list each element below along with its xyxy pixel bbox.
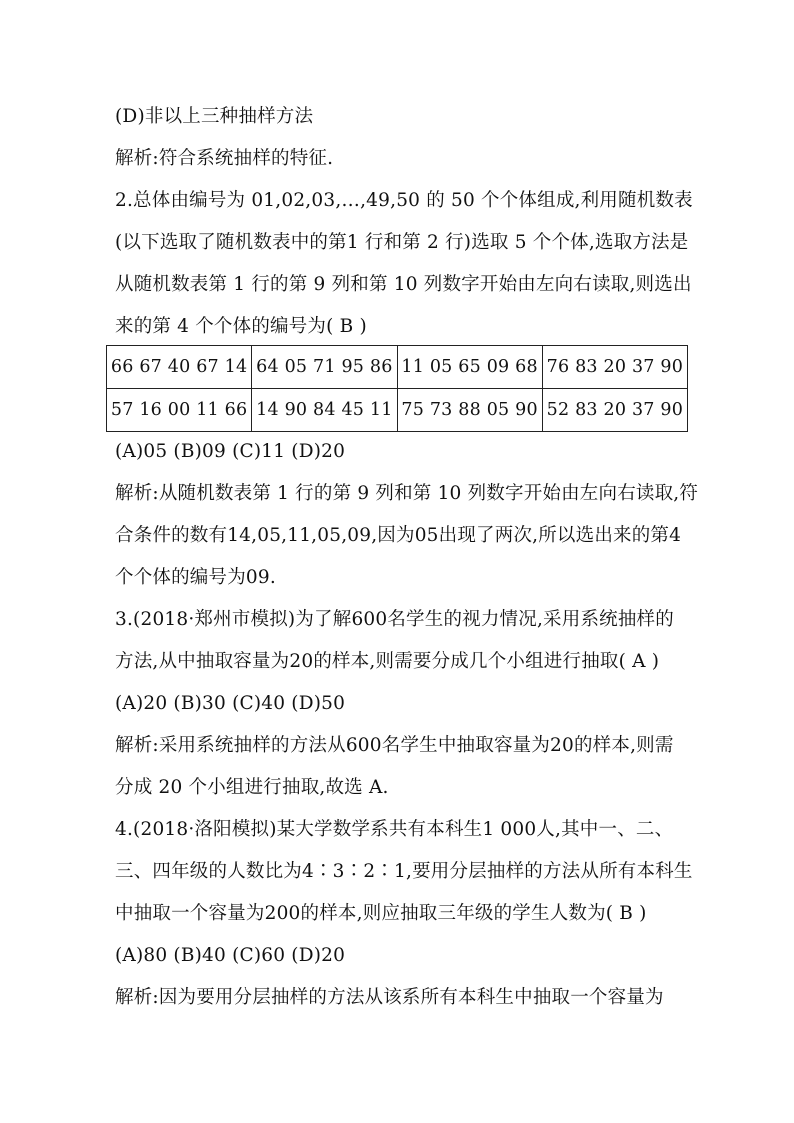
question-3-options: (A)20 (B)30 (C)40 (D)50 <box>115 693 346 714</box>
table-cell: 75 73 88 05 90 <box>397 389 542 432</box>
question-4-line-2: 三、四年级的人数比为4∶3∶2∶1,要用分层抽样的方法从所有本科生 <box>115 861 693 882</box>
question-2-line-2: (以下选取了随机数表中的第1 行和第 2 行)选取 5 个个体,选取方法是 <box>115 232 689 253</box>
analysis-3-line-2: 分成 20 个小组进行抽取,故选 A. <box>115 777 389 798</box>
analysis-4-line-1: 解析:因为要用分层抽样的方法从该系所有本科生中抽取一个容量为 <box>115 987 664 1008</box>
question-4-line-3: 中抽取一个容量为200的样本,则应抽取三年级的学生人数为( B ) <box>115 903 647 924</box>
random-number-table <box>106 345 688 432</box>
question-2-line-1: 2.总体由编号为 01,02,03,…,49,50 的 50 个个体组成,利用随机数表 <box>115 190 693 211</box>
option-d-line: (D)非以上三种抽样方法 <box>115 106 314 127</box>
analysis-2-line-1: 解析:从随机数表第 1 行的第 9 列和第 10 列数字开始由左向右读取,符 <box>115 483 699 504</box>
table-cell: 11 05 65 09 68 <box>397 346 542 389</box>
table-cell: 57 16 00 11 66 <box>107 389 252 432</box>
table-row <box>107 346 688 389</box>
table-cell: 52 83 20 37 90 <box>542 389 687 432</box>
question-4-line-1: 4.(2018·洛阳模拟)某大学数学系共有本科生1 000人,其中一、二、 <box>115 819 674 840</box>
question-3-line-2: 方法,从中抽取容量为20的样本,则需要分成几个小组进行抽取( A ) <box>115 651 660 672</box>
table-cell: 64 05 71 95 86 <box>252 346 397 389</box>
table-cell: 66 67 40 67 14 <box>107 346 252 389</box>
analysis-3-line-1: 解析:采用系统抽样的方法从600名学生中抽取容量为20的样本,则需 <box>115 735 674 756</box>
question-3-line-1: 3.(2018·郑州市模拟)为了解600名学生的视力情况,采用系统抽样的 <box>115 609 674 630</box>
question-2-line-3: 从随机数表第 1 行的第 9 列和第 10 列数字开始由左向右读取,则选出 <box>115 274 692 295</box>
table-row <box>107 389 688 432</box>
table-cell: 14 90 84 45 11 <box>252 389 397 432</box>
table-cell: 76 83 20 37 90 <box>542 346 687 389</box>
analysis-line: 解析:符合系统抽样的特征. <box>115 148 334 169</box>
question-2-line-4: 来的第 4 个个体的编号为( B ) <box>115 316 367 337</box>
analysis-2-line-2: 合条件的数有14,05,11,05,09,因为05出现了两次,所以选出来的第4 <box>115 525 682 546</box>
question-4-options: (A)80 (B)40 (C)60 (D)20 <box>115 945 346 966</box>
analysis-2-line-3: 个个体的编号为09. <box>115 567 276 588</box>
question-2-options: (A)05 (B)09 (C)11 (D)20 <box>115 441 346 462</box>
